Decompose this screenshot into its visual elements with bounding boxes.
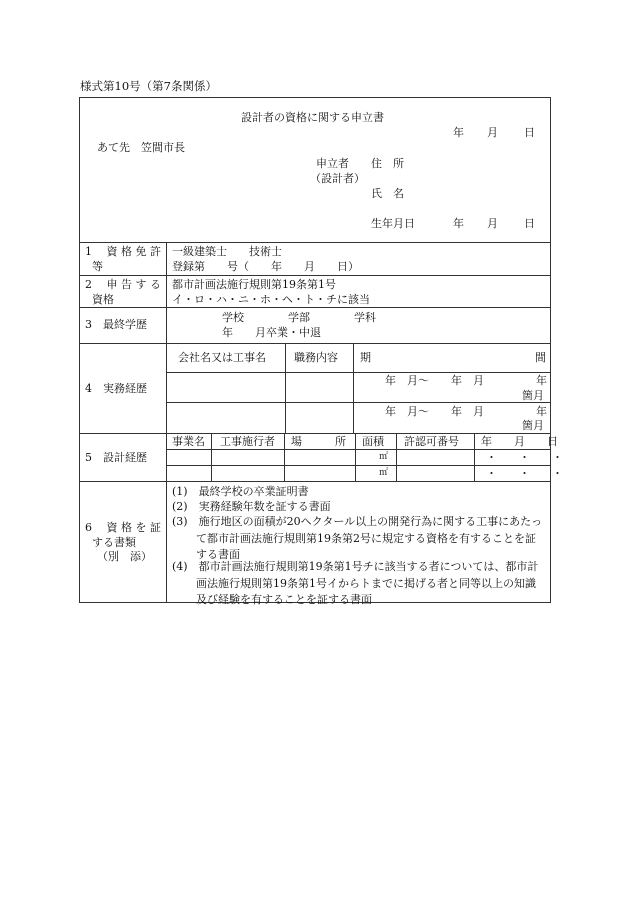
form-title: 設計者の資格に関する申立書 xyxy=(241,111,384,124)
divider-row1 xyxy=(79,275,551,276)
supporting-doc-item: (4) 都市計画法施行規則第19条第1号チに該当する者については、都市計画法施行規則第19条第1号イからトまでに掲げる者と同等以上の知識及び経験を有することを証する書面 xyxy=(172,560,539,606)
divider-row5 xyxy=(79,481,551,482)
design-date-header: 年 月 日 xyxy=(481,435,558,448)
design-project-header: 事業名 xyxy=(172,435,205,448)
row4-col-divider-1 xyxy=(285,343,286,433)
area-unit: ㎡ xyxy=(379,468,389,478)
birth-month-label: 月 xyxy=(487,217,498,230)
row5-col-divider-1 xyxy=(211,433,212,481)
work-period-header-right: 間 xyxy=(535,351,546,364)
education-school: 学校 学部 学科 xyxy=(222,311,376,324)
date-year-label: 年 xyxy=(453,126,464,139)
regulation-options: イ・ロ・ハ・ニ・ホ・ヘ・ト・チに該当 xyxy=(172,293,370,306)
birth-day-label: 日 xyxy=(524,217,535,230)
form-number: 様式第10号（第7条関係） xyxy=(80,79,217,93)
supporting-doc-item: (1) 最終学校の卒業証明書 xyxy=(172,485,309,498)
date-dots: ・ ・ ・ xyxy=(486,451,563,464)
date-dots: ・ ・ ・ xyxy=(486,467,563,480)
work-company-header: 会社名又は工事名 xyxy=(178,351,266,364)
address-label: 住 所 xyxy=(371,157,404,170)
work-period-range: 年 月～ 年 月 xyxy=(385,374,484,387)
divider-header xyxy=(79,242,551,243)
declared-qualification-label-cont: 資格 xyxy=(92,293,114,306)
qualification-label: 1 資 格 免 許 xyxy=(85,245,161,258)
area-unit: ㎡ xyxy=(379,452,389,462)
label-column-divider xyxy=(166,242,167,603)
divider-row4-header xyxy=(166,372,551,373)
supporting-docs-label: 6 資 格 を 証 xyxy=(85,521,161,534)
design-place-header: 場 所 xyxy=(291,435,346,448)
design-history-label: 5 設計経歴 xyxy=(85,451,147,464)
birth-year-label: 年 xyxy=(453,217,464,230)
education-graduation: 年 月卒業・中退 xyxy=(222,326,321,339)
design-area-header: 面積 xyxy=(362,435,384,448)
name-label: 氏 名 xyxy=(371,187,404,200)
row5-col-divider-5 xyxy=(474,433,475,481)
row4-col-divider-2 xyxy=(353,343,354,433)
supporting-docs-label-cont: する書類 xyxy=(92,536,136,549)
applicant-sub-label: （設計者） xyxy=(310,172,365,185)
work-period-months: 箇月 xyxy=(522,389,544,402)
education-label: 3 最終学歴 xyxy=(85,318,147,331)
divider-row2 xyxy=(79,307,551,308)
divider-row3 xyxy=(79,343,551,344)
work-period-year: 年 xyxy=(536,405,547,418)
divider-row5-header xyxy=(166,449,551,450)
supporting-docs-attached: （別 添） xyxy=(97,550,152,563)
registration-number: 登録第 号（ 年 月 日） xyxy=(172,260,359,273)
design-contractor-header: 工事施行者 xyxy=(220,435,275,448)
design-permit-header: 許認可番号 xyxy=(404,435,459,448)
date-month-label: 月 xyxy=(487,126,498,139)
declared-qualification-label: 2 申 告 す る xyxy=(85,278,161,291)
birth-date-label: 生年月日 xyxy=(371,217,415,230)
regulation-reference: 都市計画法施行規則第19条第1号 xyxy=(172,278,336,291)
divider-row5-mid xyxy=(166,465,551,466)
qualification-types: 一級建築士 技術士 xyxy=(172,245,282,258)
divider-row4-mid xyxy=(166,402,551,403)
work-period-header-left: 期 xyxy=(360,351,371,364)
addressee: あて先 笠間市長 xyxy=(97,141,185,154)
row5-col-divider-4 xyxy=(396,433,397,481)
date-day-label: 日 xyxy=(524,126,535,139)
divider-row4 xyxy=(79,433,551,434)
work-history-label: 4 実務経歴 xyxy=(85,382,147,395)
work-period-months: 箇月 xyxy=(522,419,544,432)
work-period-year: 年 xyxy=(536,374,547,387)
supporting-doc-item: (3) 施行地区の面積が20ヘクタール以上の開発行為に関する工事にあたって都市計画法施行規則第19条第2号に規定する資格を有することを証する書面 xyxy=(172,515,543,561)
work-duty-header: 職務内容 xyxy=(294,351,338,364)
qualification-label-cont: 等 xyxy=(92,260,103,273)
supporting-doc-item: (2) 実務経験年数を証する書面 xyxy=(172,500,331,513)
applicant-label: 申立者 xyxy=(316,157,349,170)
row5-col-divider-3 xyxy=(355,433,356,481)
row5-col-divider-2 xyxy=(284,433,285,481)
work-period-range: 年 月～ 年 月 xyxy=(385,405,484,418)
